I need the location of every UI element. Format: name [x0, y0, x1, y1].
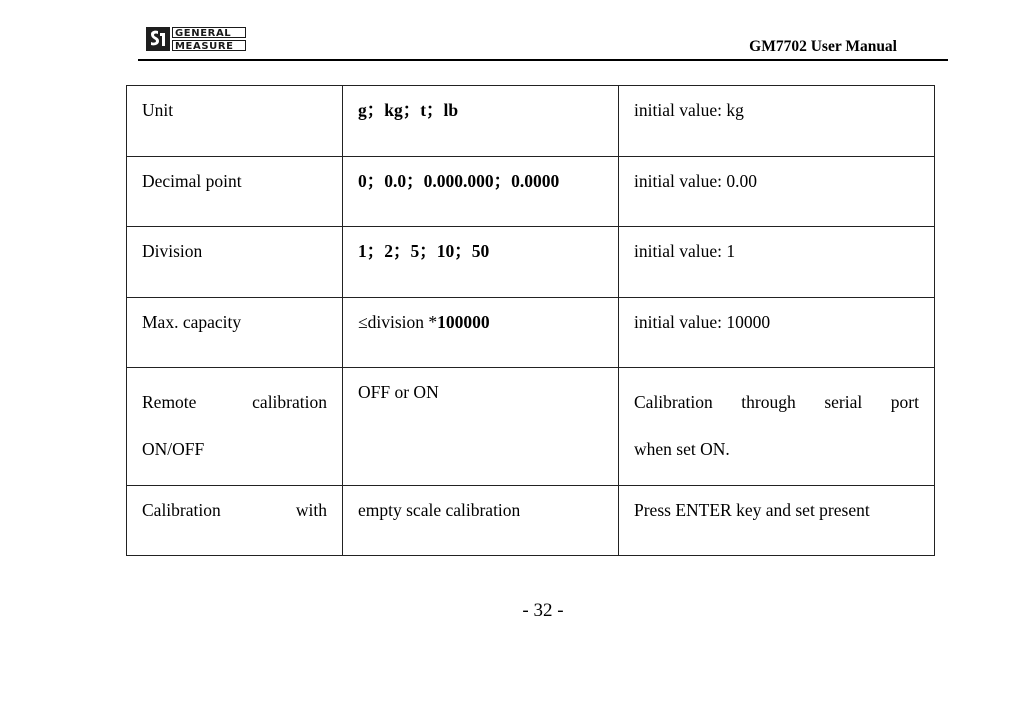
parameter-options-cell [343, 298, 619, 368]
parameter-options-cell: empty scale calibration [343, 486, 619, 556]
parameter-options-cell: 0；0.0；0.000.000；0.0000 [343, 157, 619, 227]
parameter-note-cell: initial value: kg [619, 86, 935, 157]
parameter-table [126, 85, 935, 556]
parameter-note-cell: Press ENTER key and set present [619, 486, 935, 556]
parameter-name-line: Remote calibration [142, 392, 327, 412]
table-row-unit [127, 86, 935, 157]
parameter-name-line: ON/OFF [142, 439, 205, 459]
logo-emblem-icon [146, 27, 170, 51]
parameter-note-cell: initial value: 0.00 [619, 157, 935, 227]
logo-text-general: GENERAL [172, 27, 246, 38]
table-row-division [127, 227, 935, 298]
parameter-note-line: Calibration through serial port [634, 392, 919, 412]
page-number: - 32 - [522, 600, 564, 621]
document-title: GM7702 User Manual [749, 38, 897, 55]
parameter-note-cell: initial value: 1 [619, 227, 935, 298]
table-row-max-capacity [127, 298, 935, 368]
parameter-options-cell: OFF or ON [343, 368, 619, 486]
header-divider [138, 59, 948, 61]
table-row-remote-calibration [127, 368, 935, 486]
parameter-note-line: when set ON. [634, 439, 730, 459]
parameter-options-cell: g；kg；t；lb [343, 86, 619, 157]
capacity-formula-prefix: ≤division * [358, 312, 438, 332]
company-logo [146, 27, 246, 51]
table-row-decimal-point [127, 157, 935, 227]
parameter-name-cell: Unit [127, 86, 343, 157]
parameter-name-cell [127, 368, 343, 486]
parameter-options-cell: 1；2；5；10；50 [343, 227, 619, 298]
parameter-note-cell [619, 368, 935, 486]
table-row-calibration [127, 486, 935, 556]
parameter-name-cell: Division [127, 227, 343, 298]
parameter-name-cell: Decimal point [127, 157, 343, 227]
parameter-name-cell: Calibration with [127, 486, 343, 556]
logo-text-measure: MEASURE [172, 40, 246, 51]
parameter-name-cell: Max. capacity [127, 298, 343, 368]
parameter-note-cell: initial value: 10000 [619, 298, 935, 368]
capacity-formula-value: 100000 [437, 312, 490, 332]
